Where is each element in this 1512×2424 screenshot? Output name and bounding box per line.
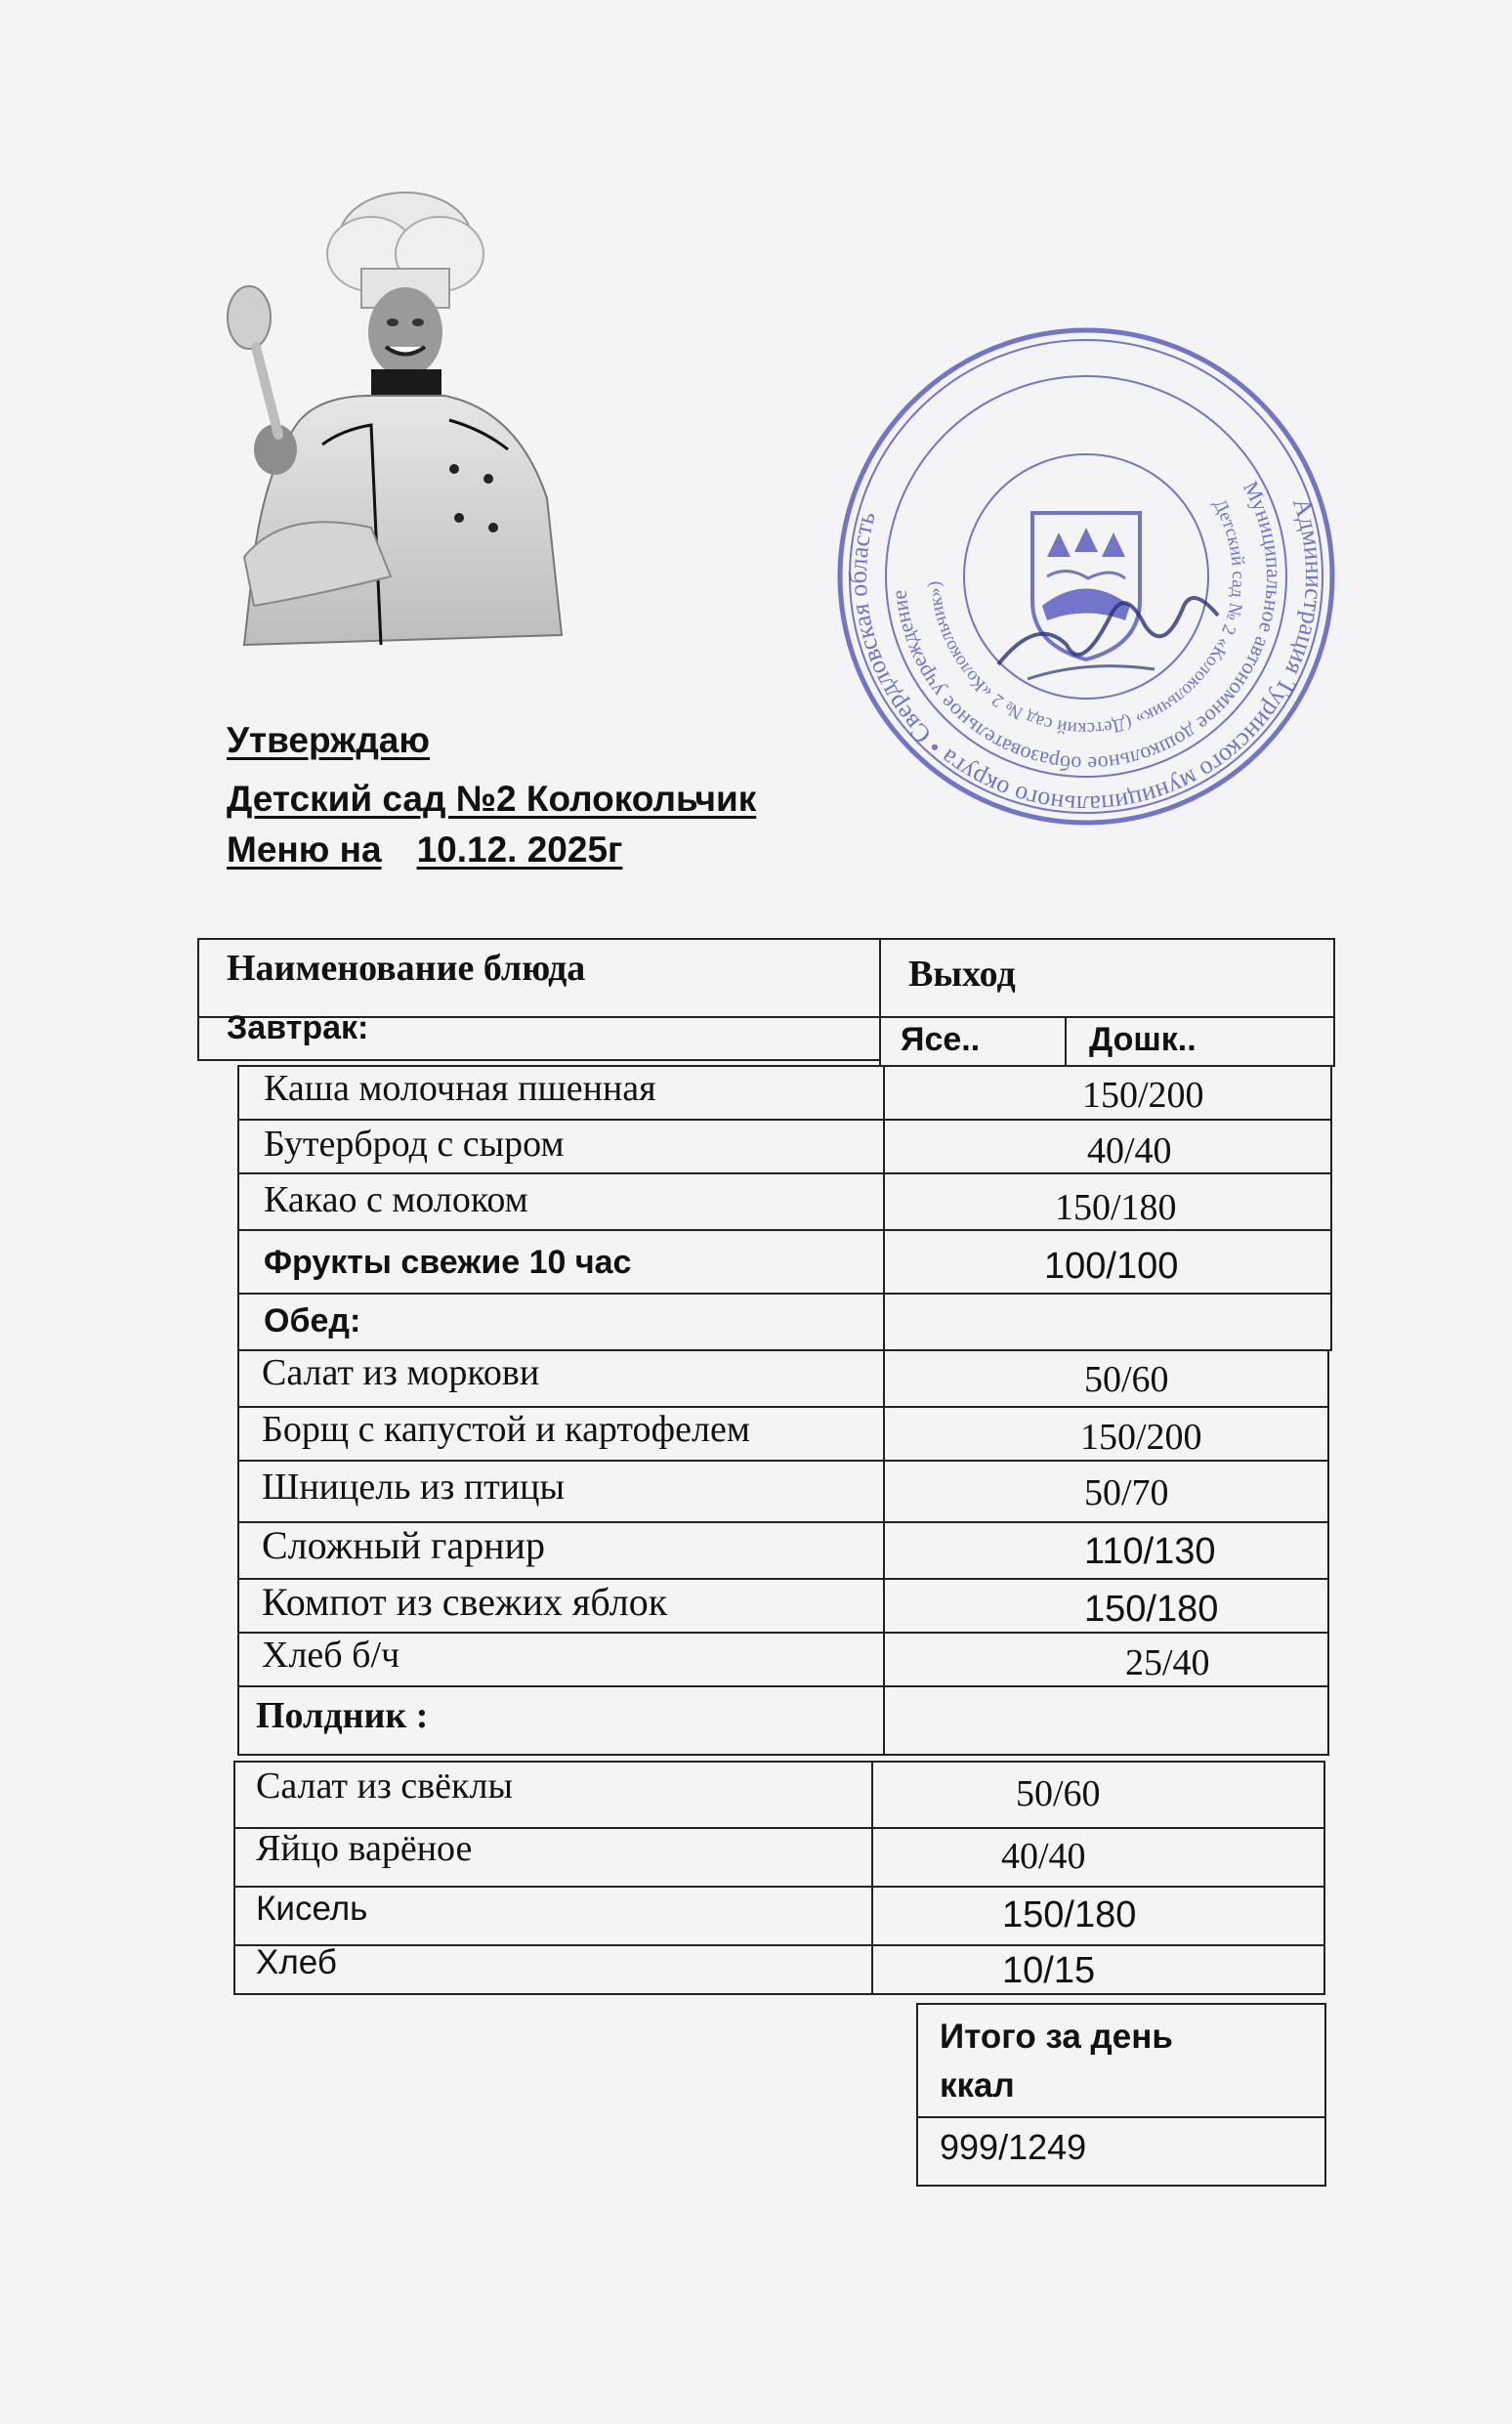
menu-label: Меню на xyxy=(227,829,382,870)
org-name: Детский сад №2 Колокольчик xyxy=(227,779,757,819)
breakfast-label: Завтрак: xyxy=(227,1009,369,1046)
stamp-middle-text: Муниципальное автономное дошкольное образовательное учреждение xyxy=(886,477,1287,778)
lunch-empty-cell xyxy=(883,1293,1332,1351)
sub-nursery-label: Ясе.. xyxy=(901,1021,981,1058)
snack-item-name: Салат из свёклы xyxy=(256,1765,513,1807)
lunch-item-value: 25/40 xyxy=(1125,1642,1210,1683)
lunch-item-name: Салат из моркови xyxy=(262,1352,540,1393)
lunch-item-value: 150/180 xyxy=(1084,1589,1219,1630)
sub-preschool-label: Дошк.. xyxy=(1089,1021,1197,1058)
stamp-outer-text: Администрация Туринского муниципального округа • Свердловская область xyxy=(843,493,1329,820)
table-row-value-cell xyxy=(883,1632,1329,1687)
chef-illustration xyxy=(225,186,576,713)
snack-item-name: Яйцо варёное xyxy=(256,1828,473,1869)
snack-item-value: 150/180 xyxy=(1002,1894,1137,1935)
breakfast-item-value: 100/100 xyxy=(1044,1246,1179,1287)
lunch-item-name: Борщ с капустой и картофелем xyxy=(262,1409,750,1450)
lunch-item-value: 150/200 xyxy=(1080,1417,1202,1458)
lunch-item-value: 110/130 xyxy=(1084,1531,1216,1572)
column-output-label: Выход xyxy=(908,954,1016,995)
snack-label: Полдник : xyxy=(256,1695,429,1736)
menu-date-line xyxy=(227,828,622,872)
lunch-label: Обед: xyxy=(264,1302,361,1340)
approve-heading: Утверждаю xyxy=(227,720,430,760)
lunch-item-name: Компот из свежих яблок xyxy=(262,1580,668,1624)
breakfast-item-value: 40/40 xyxy=(1087,1130,1172,1171)
snack-item-value: 10/15 xyxy=(1002,1950,1096,1991)
breakfast-item-name: Бутерброд с сыром xyxy=(264,1124,565,1165)
lunch-item-value: 50/70 xyxy=(1084,1472,1169,1513)
lunch-item-name: Сложный гарнир xyxy=(262,1523,545,1567)
official-stamp xyxy=(832,322,1340,830)
snack-item-name: Хлеб xyxy=(256,1943,337,1981)
table-row-value-cell xyxy=(871,1944,1325,1995)
lunch-item-value: 50/60 xyxy=(1084,1359,1169,1400)
breakfast-item-name: Каша молочная пшенная xyxy=(264,1068,656,1109)
breakfast-item-value: 150/200 xyxy=(1082,1075,1204,1116)
breakfast-item-name: Фрукты свежие 10 час xyxy=(264,1244,632,1281)
stamp-inner-text: Детский сад № 2 «Колокольчик» (Детский сад № 2 «Колокольчик») xyxy=(924,495,1249,740)
coat-of-arms-icon xyxy=(1032,513,1140,659)
column-name-label: Наименование блюда xyxy=(227,948,586,989)
total-value: 999/1249 xyxy=(940,2127,1087,2167)
lunch-item-name: Шницель из птицы xyxy=(262,1467,565,1508)
snack-item-value: 50/60 xyxy=(1016,1773,1101,1814)
snack-item-name: Кисель xyxy=(256,1890,368,1928)
total-label-line2: ккал xyxy=(940,2066,1015,2105)
snack-empty-cell xyxy=(883,1685,1329,1756)
menu-date: 10.12. 2025г xyxy=(416,829,623,870)
table-row-value-cell xyxy=(871,1827,1325,1888)
snack-item-value: 40/40 xyxy=(1001,1836,1086,1877)
total-label-line1: Итого за день xyxy=(940,2018,1173,2056)
lunch-item-name: Хлеб б/ч xyxy=(262,1635,400,1676)
breakfast-item-value: 150/180 xyxy=(1055,1187,1177,1228)
breakfast-item-name: Какао с молоком xyxy=(264,1179,528,1220)
